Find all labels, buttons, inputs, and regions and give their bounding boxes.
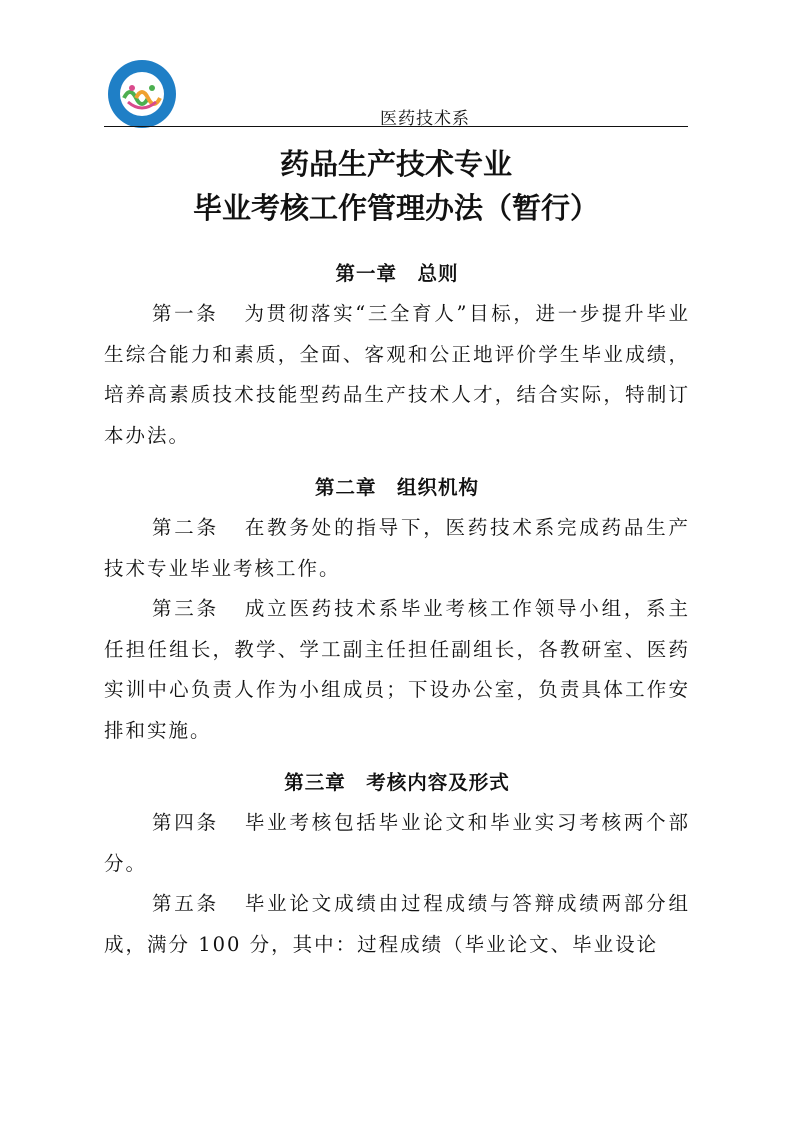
article-label: 第五条 [152, 892, 219, 915]
article-paragraph [104, 294, 690, 456]
department-name: 医药技术系 [380, 109, 470, 129]
article-text: 为贯彻落实“三全育人”目标，进一步提升毕业生综合能力和素质，全面、客观和公正地评价学生毕业成绩，培养高素质技术技能型药品生产技术人才，结合实际，特制订本办法。 [104, 302, 690, 447]
article-text: 在教务处的指导下，医药技术系完成药品生产技术专业毕业考核工作。 [104, 516, 690, 580]
chapter-heading: 第二章 组织机构 [314, 476, 479, 499]
header-rule [104, 126, 688, 127]
article-label: 第四条 [152, 811, 219, 834]
article-label: 第三条 [152, 597, 219, 620]
doc-title-line1: 药品生产技术专业 [279, 147, 512, 181]
article-label: 第一条 [152, 302, 219, 325]
doc-title-line2: 毕业考核工作管理办法（暂行） [192, 191, 599, 225]
article-paragraph [104, 589, 690, 751]
article-label: 第二条 [152, 516, 219, 539]
college-logo [106, 58, 178, 130]
chapter-heading: 第一章 总则 [335, 262, 459, 285]
chapter-heading: 第三章 考核内容及形式 [284, 771, 510, 794]
article-paragraph [104, 508, 690, 589]
article-paragraph [104, 884, 690, 965]
article-text: 成立医药技术系毕业考核工作领导小组，系主任担任组长，教学、学工副主任担任副组长，各教研室、医药实训中心负责人作为小组成员；下设办公室，负责具体工作安排和实施。 [104, 597, 690, 742]
college-logo-icon [106, 58, 178, 130]
article-text: 毕业考核包括毕业论文和毕业实习考核两个部分。 [104, 811, 690, 875]
article-text: 毕业论文成绩由过程成绩与答辩成绩两部分组成，满分 100 分，其中：过程成绩（毕业论文、毕业设论 [104, 892, 690, 956]
article-paragraph [104, 803, 690, 884]
document-body [104, 254, 690, 965]
